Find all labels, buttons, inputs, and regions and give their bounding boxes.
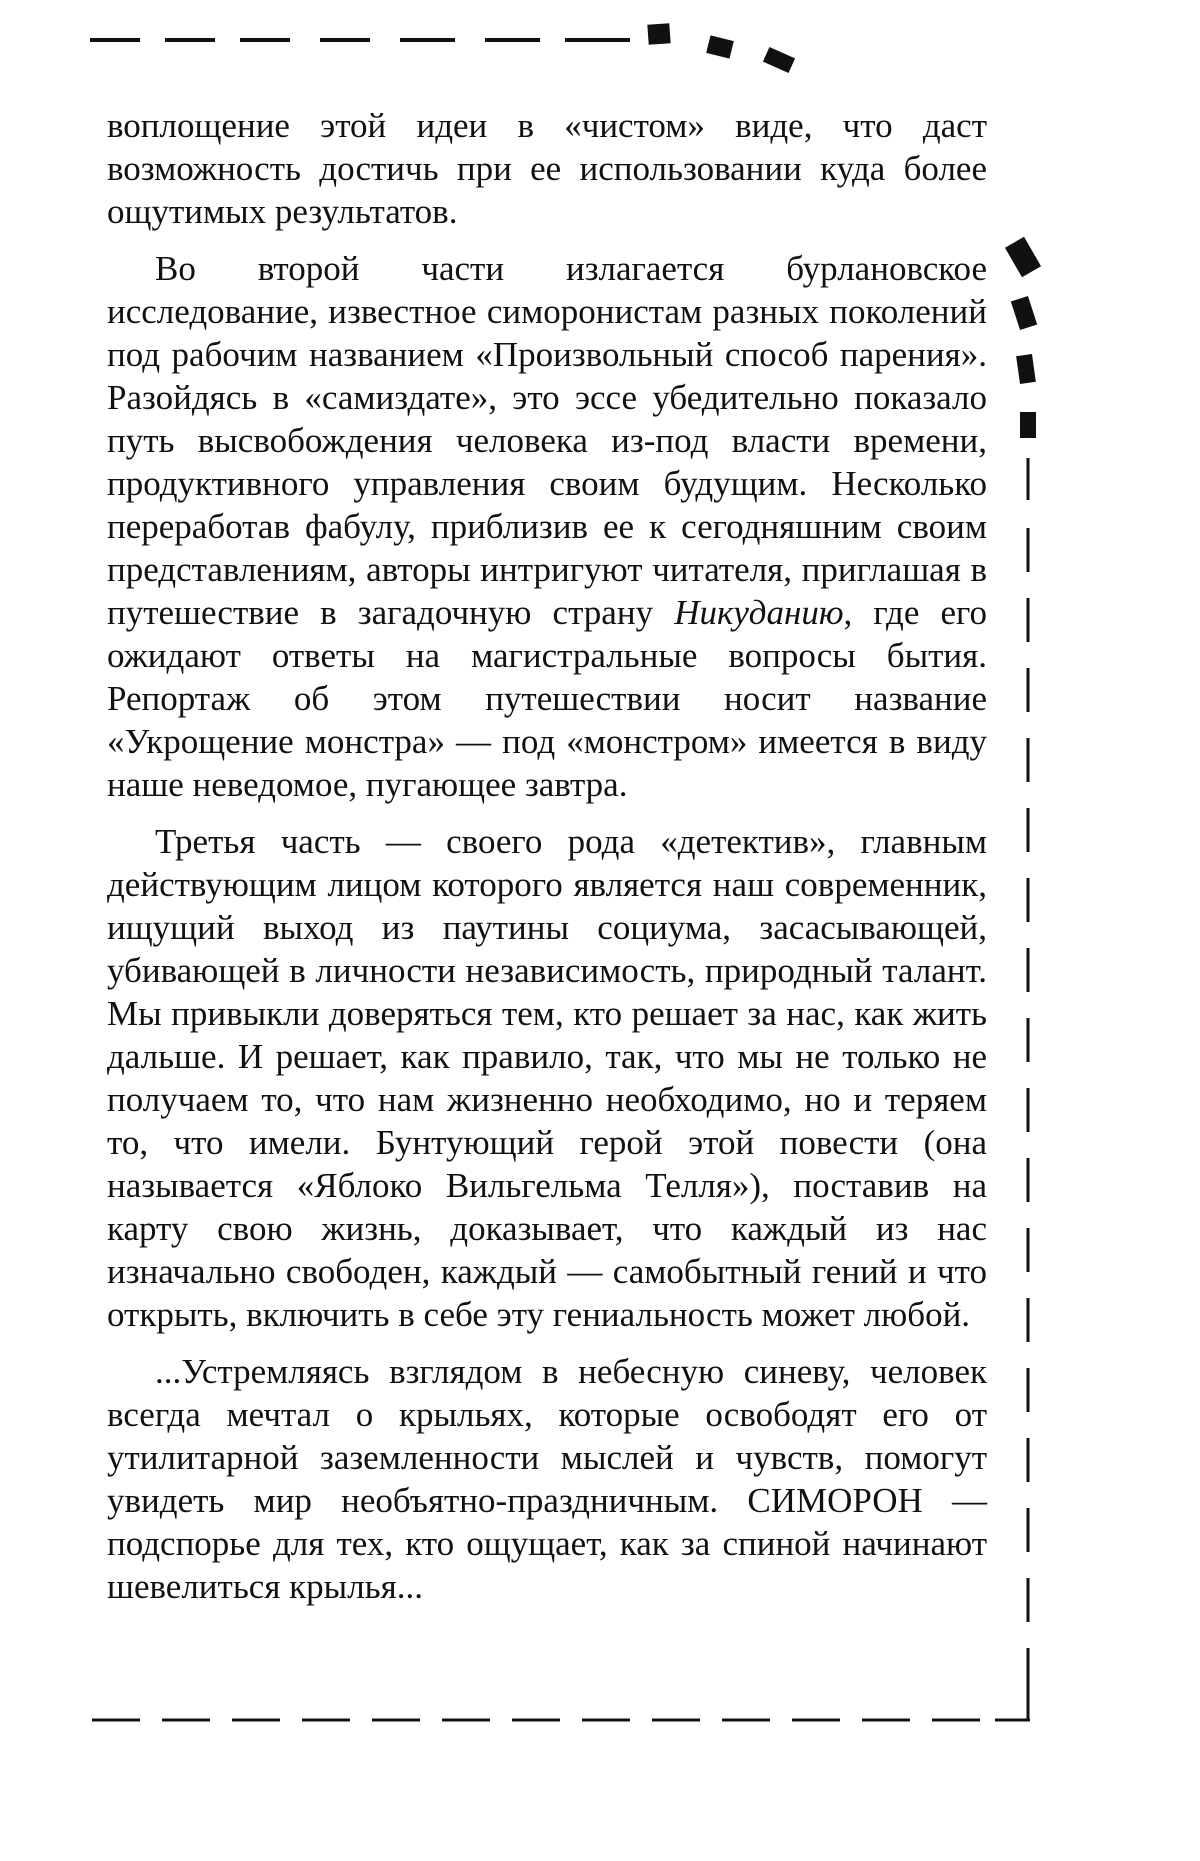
paragraph-text: ...Устремляясь взглядом в небесную синеву, человек всегда мечтал о крыльях, которые освободят его от утилитарной заземленности мыслей и чувств, помогут увидеть мир необъятно-праздничным. СИМОРОН — подспорье для тех, кто ощущает, как за спиной начинают шевелиться крылья... xyxy=(107,1352,987,1606)
right-tumbling-squares xyxy=(1005,237,1041,438)
paragraph-text: Третья часть — своего рода «детектив», главным действующим лицом которого является наш современник, ищущий выход из паутины социума, засасывающей, убивающей в личности независимость, природный талант. Мы привыкли доверяться тем, кто решает за нас, как жить дальше. И решает, как правило, так, что мы не только не получаем то, что нам жизненно необходимо, но и теряем то, что имели. Бунтующий герой этой повести (она называется «Яблоко Вильгельма Телля»), поставив на карту свою жизнь, доказывает, что каждый из нас изначально свободен, каждый — самобытный гений и что открыть, включить в себе эту гениальность может любой. xyxy=(107,822,987,1334)
paragraph-text: воплощение этой идеи в «чистом» виде, что даст возможность достичь при ее использовании куда более ощутимых результатов. xyxy=(107,106,987,231)
paragraph-continuation xyxy=(107,104,987,233)
paragraph-second-part xyxy=(107,247,987,806)
italic-place-name: Никуданию xyxy=(674,593,844,632)
top-tumbling-squares xyxy=(647,23,795,73)
paragraph-text: , где его ожидают ответы на магистральные вопросы бытия. Репортаж об этом путешествии носит название «Укрощение монстра» — под «монстром» имеется в виду наше неведомое, пугающее завтра. xyxy=(107,593,987,804)
paragraph-text: Во второй части излагается бурлановское исследование, известное симоронистам разных поколений под рабочим названием «Произвольный способ парения». Разойдясь в «самиздате», это эссе убедительно показало путь высвобождения человека из-под власти времени, продуктивного управления своим будущим. Несколько переработав фабулу, приблизив ее к сегодняшним своим представлениям, авторы интригуют читателя, приглашая в путешествие в загадочную страну xyxy=(107,249,987,632)
body-text xyxy=(107,104,987,1622)
paragraph-third-part xyxy=(107,820,987,1336)
paragraph-closing xyxy=(107,1350,987,1608)
